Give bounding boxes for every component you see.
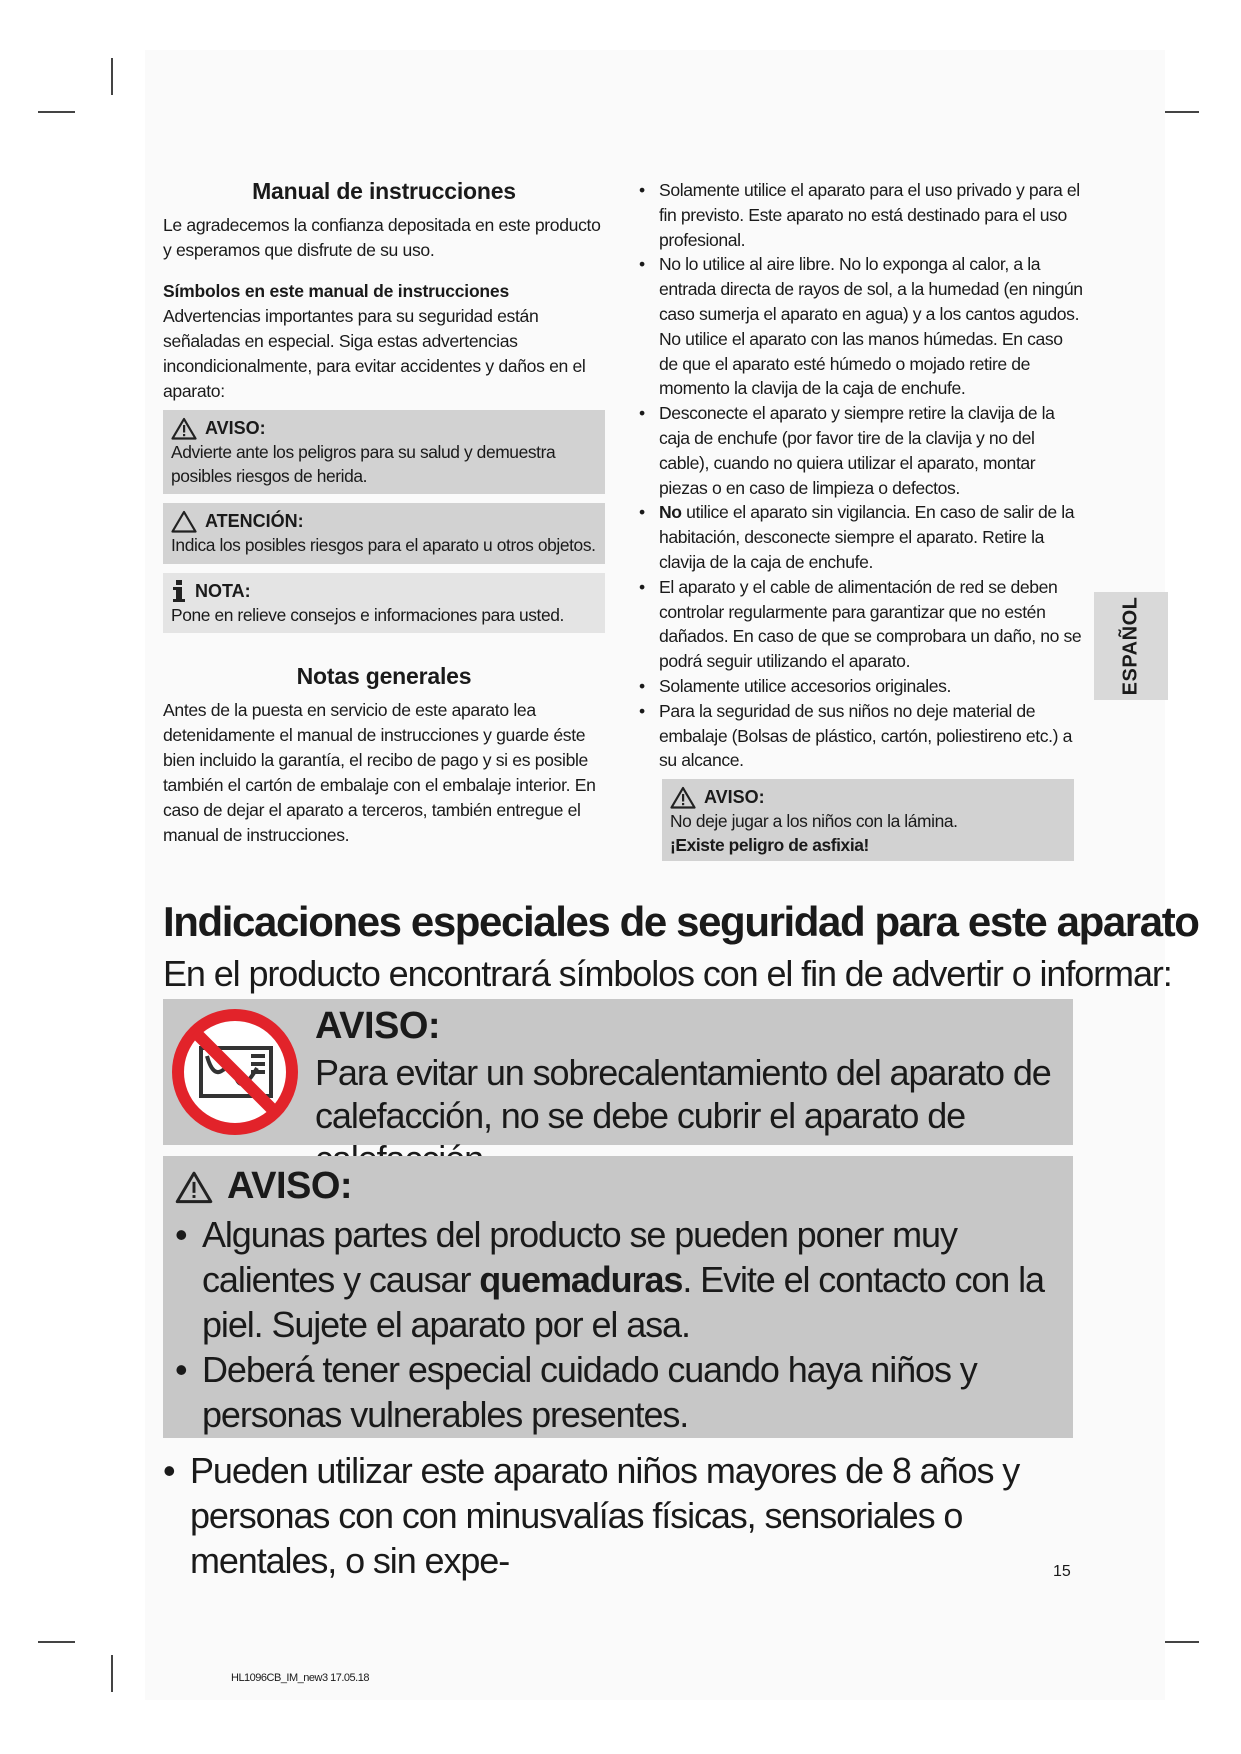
box1-text: Para evitar un sobrecalentamiento del aparato de calefacción, no se debe cubrir el aparato de xyxy=(315,1052,1051,1136)
crop-mark xyxy=(1162,111,1199,113)
info-icon xyxy=(171,579,187,603)
manual-title: Manual de instrucciones xyxy=(252,178,516,204)
list-item: • No lo utilice al aire libre. No lo exponga al calor, a la entrada directa de rayos de sol, a la humedad (en ningún caso sumerja el aparato en agua) y a los cantos agudos. No utilice el aparato con las manos húmedas. En caso de que el aparato esté húmedo o mojado retire de momento la clavija de la caja de enchufe. xyxy=(637,252,1085,401)
children-bullet xyxy=(163,1448,1083,1583)
note-text: Advierte ante los peligros para su salud y demuestra posibles riesgos de herida. xyxy=(171,442,556,486)
note-text: Indica los posibles riesgos para el aparato u otros objetos. xyxy=(171,535,596,555)
crop-mark xyxy=(38,1641,75,1643)
crop-mark xyxy=(111,1655,113,1692)
bold-word: No xyxy=(659,502,682,523)
list-item xyxy=(637,500,1085,574)
do-not-cover-prohibition-icon xyxy=(171,1008,299,1136)
symbols-heading: Símbolos en este manual de instrucciones xyxy=(163,281,509,301)
crop-mark xyxy=(111,58,113,95)
warning-bold-text: ¡Existe peligro de asfixia! xyxy=(670,834,869,855)
left-column xyxy=(163,178,605,848)
note-atencion xyxy=(163,503,605,564)
list-item-text: utilice el aparato sin vigilancia. En caso de salir de la habitación, desconecte siempre el aparato. Retire la clavija de la caja de enchufe. xyxy=(659,502,1075,572)
safety-title: Indicaciones especiales de seguridad para este aparato xyxy=(163,898,1199,945)
safety-bullet-list xyxy=(637,178,1085,773)
right-column xyxy=(637,178,1085,861)
warning-triangle-icon xyxy=(171,417,197,440)
box2-title: AVISO: xyxy=(227,1165,353,1207)
hot-surface-warning-box xyxy=(163,1156,1073,1438)
list-item: • Desconecte el aparato y siempre retire la clavija de la caja de enchufe (por favor tire de la clavija y no del cable), cuando no quiera utilizar el aparato, montar piezas o en caso de limpieza o defectos. xyxy=(637,401,1085,500)
note-title: NOTA: xyxy=(195,580,251,601)
note-title: ATENCIÓN: xyxy=(205,511,304,531)
general-notes-title: Notas generales xyxy=(296,663,472,689)
warning-triangle-icon xyxy=(670,786,696,809)
crop-mark xyxy=(38,111,75,113)
list-item: • Pueden utilizar este aparato niños mayores de 8 años y personas con con minusvalías físicas, sensoriales o mentales, o sin expe- xyxy=(163,1448,1083,1583)
language-label: ESPAÑOL xyxy=(1119,596,1142,696)
safety-subtitle: En el producto encontrará símbolos con el fin de advertir o informar: xyxy=(163,953,1172,994)
footer-code: HL1096CB_IM_new3 17.05.18 xyxy=(231,1672,369,1684)
warning-text: No deje jugar a los niños con la lámina. xyxy=(670,811,958,832)
list-item: • Deberá tener especial cuidado cuando haya niños y personas vulnerables presentes. xyxy=(175,1347,1055,1437)
warning-triangle-icon xyxy=(175,1170,213,1204)
note-text: Pone en relieve consejos e informaciones para usted. xyxy=(171,604,564,625)
box1-title: AVISO: xyxy=(315,1005,441,1047)
list-item: • Para la seguridad de sus niños no deje material de embalaje (Bolsas de plástico, cartón, poliestireno etc.) a su alcance. xyxy=(637,699,1085,773)
page-number: 15 xyxy=(1053,1563,1071,1580)
do-not-cover-warning-box xyxy=(163,999,1073,1145)
list-item xyxy=(175,1212,1055,1347)
suffocation-warning-box xyxy=(662,779,1074,861)
list-item: • El aparato y el cable de alimentación de red se deben controlar regularmente para garantizar que no estén dañados. En caso de que se comprobara un daño, no se podrá seguir utilizando el aparato. xyxy=(637,575,1085,674)
note-aviso xyxy=(163,410,605,494)
list-item: • Solamente utilice el aparato para el uso privado y para el fin previsto. Este aparato no está destinado para el uso profesional. xyxy=(637,178,1085,252)
bold-word: quemaduras xyxy=(479,1259,683,1300)
general-notes-text: Antes de la puesta en servicio de este aparato lea detenidamente el manual de instrucciones y guarde éste bien incluido la garantía, el recibo de pago y si es posible también el cartón de embalaje con el embalaje interior. En caso de dejar el aparato a terceros, también entregue el manual de instrucciones. xyxy=(163,700,596,845)
symbols-text: Advertencias importantes para su seguridad están señaladas en especial. Siga estas advertencias incondicionalmente, para evitar accidentes y daños en el aparato: xyxy=(163,306,586,401)
warning-title: AVISO: xyxy=(704,787,765,808)
caution-triangle-icon xyxy=(171,510,197,533)
note-nota xyxy=(163,573,605,634)
list-item: • Solamente utilice accesorios originales. xyxy=(637,674,1085,699)
list-item-text: Algunas partes del producto se pueden poner muy calientes y causar xyxy=(202,1214,957,1300)
intro-text: Le agradecemos la confianza depositada en este producto y esperamos que disfrute de su uso. xyxy=(163,215,601,260)
language-tab xyxy=(1094,592,1168,700)
box2-list xyxy=(175,1212,1055,1437)
list-item-text: . Evite el contacto con la piel. Sujete el aparato por el asa. xyxy=(202,1259,1044,1345)
note-title: AVISO: xyxy=(205,418,266,438)
crop-mark xyxy=(1162,1641,1199,1643)
